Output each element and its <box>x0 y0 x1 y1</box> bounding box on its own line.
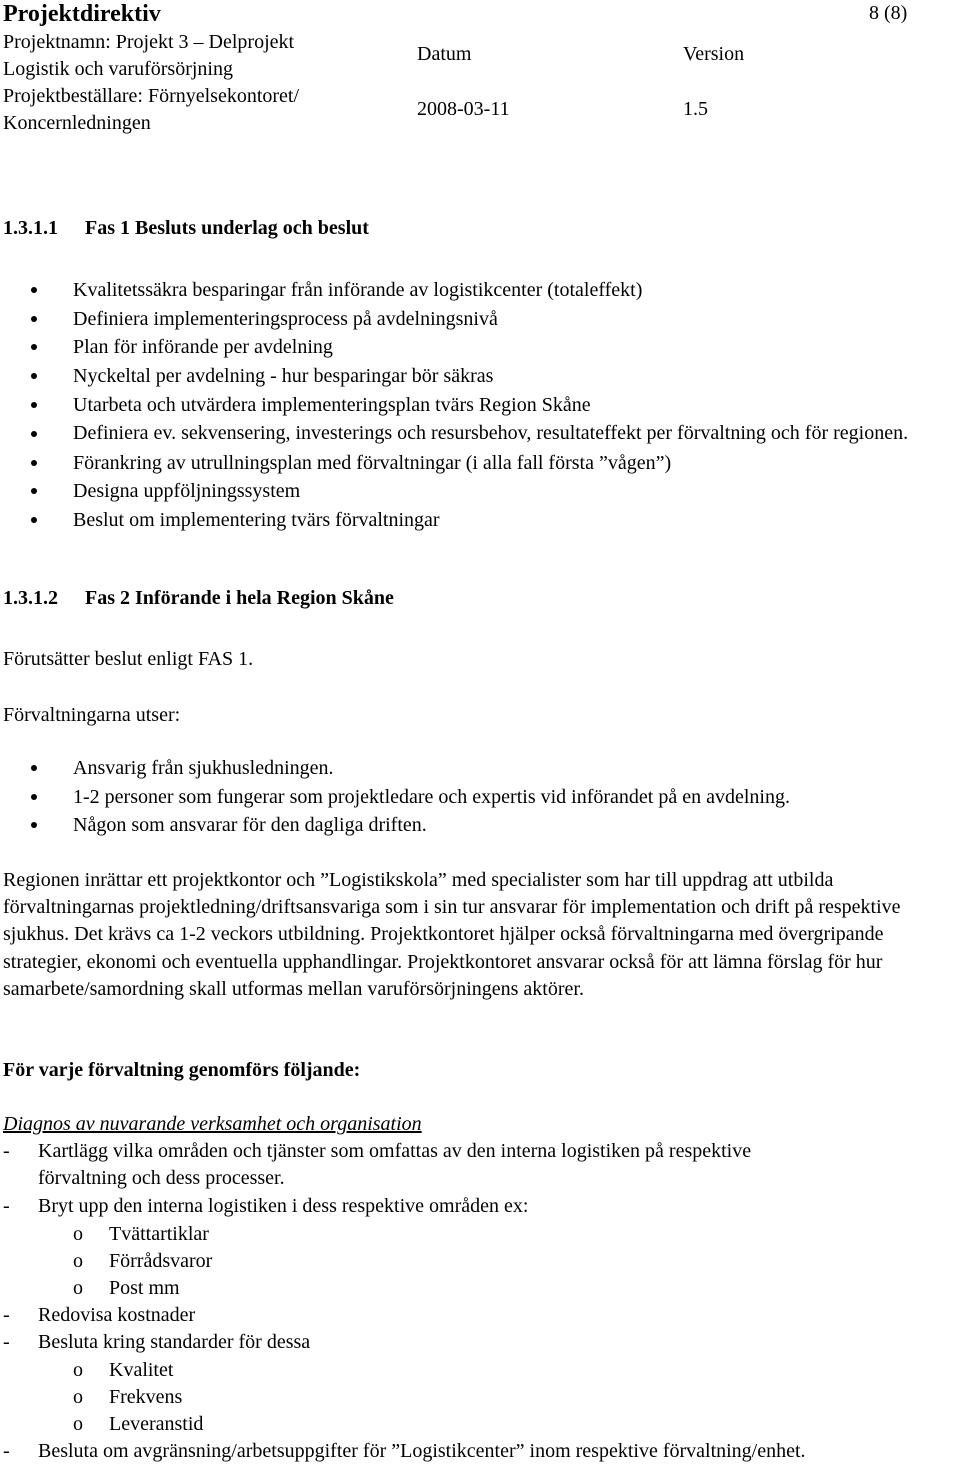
list-item: Kvalitetssäkra besparingar från införande av logistikcenter (totaleffekt) <box>0 276 960 305</box>
sub-marker: o <box>73 1359 83 1381</box>
dash-item-text: Kartlägg vilka områden och tjänster som omfattas av den interna logistiken på respektive <box>38 1140 752 1162</box>
sub-item-text: Post mm <box>109 1277 180 1299</box>
section-heading-fas2 <box>3 588 394 608</box>
version-label: Version <box>683 43 745 65</box>
sub-item <box>73 1277 180 1300</box>
italic-heading: Diagnos av nuvarande verksamhet och organisation <box>3 1113 422 1135</box>
dash-item-text: Redovisa kostnader <box>38 1304 196 1326</box>
date-label: Datum <box>417 43 472 65</box>
page-number: 8 (8) <box>869 2 908 24</box>
dash-marker: - <box>3 1304 10 1326</box>
list-item: Utarbeta och utvärdera implementeringsplan tvärs Region Skåne <box>0 391 960 420</box>
sub-marker: o <box>73 1386 83 1408</box>
project-name-line1: Projektnamn: Projekt 3 – Delprojekt <box>3 31 295 53</box>
dash-item-text: Besluta om avgränsning/arbetsuppgifter för ”Logistikcenter” inom respektive förvaltning/enhet. <box>38 1440 806 1462</box>
list-item: Förankring av utrullningsplan med förvaltningar (i alla fall första ”vågen”) <box>0 449 960 478</box>
sub-marker: o <box>73 1277 83 1299</box>
section-heading-fas1 <box>3 218 369 238</box>
project-name-line2: Logistik och varuförsörjning <box>3 58 233 80</box>
sub-item-text: Frekvens <box>109 1386 183 1408</box>
sub-item <box>73 1223 209 1246</box>
sub-item-text: Förrådsvaror <box>109 1250 213 1272</box>
dash-item <box>3 1193 528 1220</box>
sub-item <box>73 1359 173 1382</box>
section-number: 1.3.1.1 <box>3 217 58 239</box>
prerequisite-text: Förutsätter beslut enligt FAS 1. <box>3 648 254 670</box>
sub-marker: o <box>73 1250 83 1272</box>
section-number: 1.3.1.2 <box>3 587 58 609</box>
section-title: Fas 2 Införande i hela Region Skåne <box>85 587 394 609</box>
client-line2: Koncernledningen <box>3 112 151 134</box>
list-item: Ansvarig från sjukhusledningen. <box>0 754 790 783</box>
list-item: Beslut om implementering tvärs förvaltningar <box>0 506 960 535</box>
dash-item <box>3 1329 310 1356</box>
dash-item <box>3 1302 195 1329</box>
sub-item <box>73 1386 182 1409</box>
fas1-bullet-list <box>0 276 960 535</box>
dash-item-text: Bryt upp den interna logistiken i dess respektive områden ex: <box>38 1195 529 1217</box>
dash-item-text: förvaltning och dess processer. <box>38 1167 285 1189</box>
dash-item <box>3 1438 806 1465</box>
sub-marker: o <box>73 1413 83 1435</box>
dash-item-continuation <box>38 1165 285 1192</box>
sub-item <box>73 1250 212 1273</box>
sub-item <box>73 1413 203 1436</box>
bold-heading: För varje förvaltning genomförs följande: <box>3 1059 361 1081</box>
list-item: 1-2 personer som fungerar som projektledare och expertis vid införandet på en avdelning. <box>0 783 790 812</box>
dash-item <box>3 1138 751 1165</box>
list-item: Nyckeltal per avdelning - hur besparingar bör säkras <box>0 362 960 391</box>
sub-item-text: Kvalitet <box>109 1359 174 1381</box>
sub-marker: o <box>73 1223 83 1245</box>
dash-marker: - <box>3 1440 10 1462</box>
fas2-bullet-list <box>0 754 790 840</box>
dash-item-text: Besluta kring standarder för dessa <box>38 1331 311 1353</box>
list-item: Designa uppföljningssystem <box>0 477 960 506</box>
client-line1: Projektbeställare: Förnyelsekontoret/ <box>3 85 300 107</box>
list-item: Någon som ansvarar för den dagliga driften. <box>0 811 790 840</box>
sub-item-text: Tvättartiklar <box>109 1223 209 1245</box>
sub-item-text: Leveranstid <box>109 1413 204 1435</box>
body-paragraph: Regionen inrättar ett projektkontor och ”Logistikskola” med specialister som har till uppdrag att utbilda förvaltningarnas projektledning/driftsansvariga som i sin tur ansvarar för implementation och drift på respektive sjukhus. Det krävs ca 1-2 veckors utbildning. Projektkontoret hjälper också förvaltningarna med övergripande strategier, ekonomi och eventuella upphandlingar. Projektkontoret ansvarar också för att lämna förslag för hur samarbete/samordning skall utformas mellan varuförsörjningens aktörer. <box>3 869 901 1000</box>
section-title: Fas 1 Besluts underlag och beslut <box>85 217 369 239</box>
dash-marker: - <box>3 1195 10 1217</box>
dash-marker: - <box>3 1140 10 1162</box>
list-item: Definiera implementeringsprocess på avdelningsnivå <box>0 305 960 334</box>
version-value: 1.5 <box>683 98 708 120</box>
appoint-intro-text: Förvaltningarna utser: <box>3 704 181 726</box>
list-item: Plan för införande per avdelning <box>0 333 960 362</box>
date-value: 2008-03-11 <box>417 98 510 120</box>
list-item: Definiera ev. sekvensering, investerings och resursbehov, resultateffekt per förvaltning och för regionen. <box>0 420 960 449</box>
dash-marker: - <box>3 1331 10 1353</box>
document-title: Projektdirektiv <box>3 1 161 27</box>
